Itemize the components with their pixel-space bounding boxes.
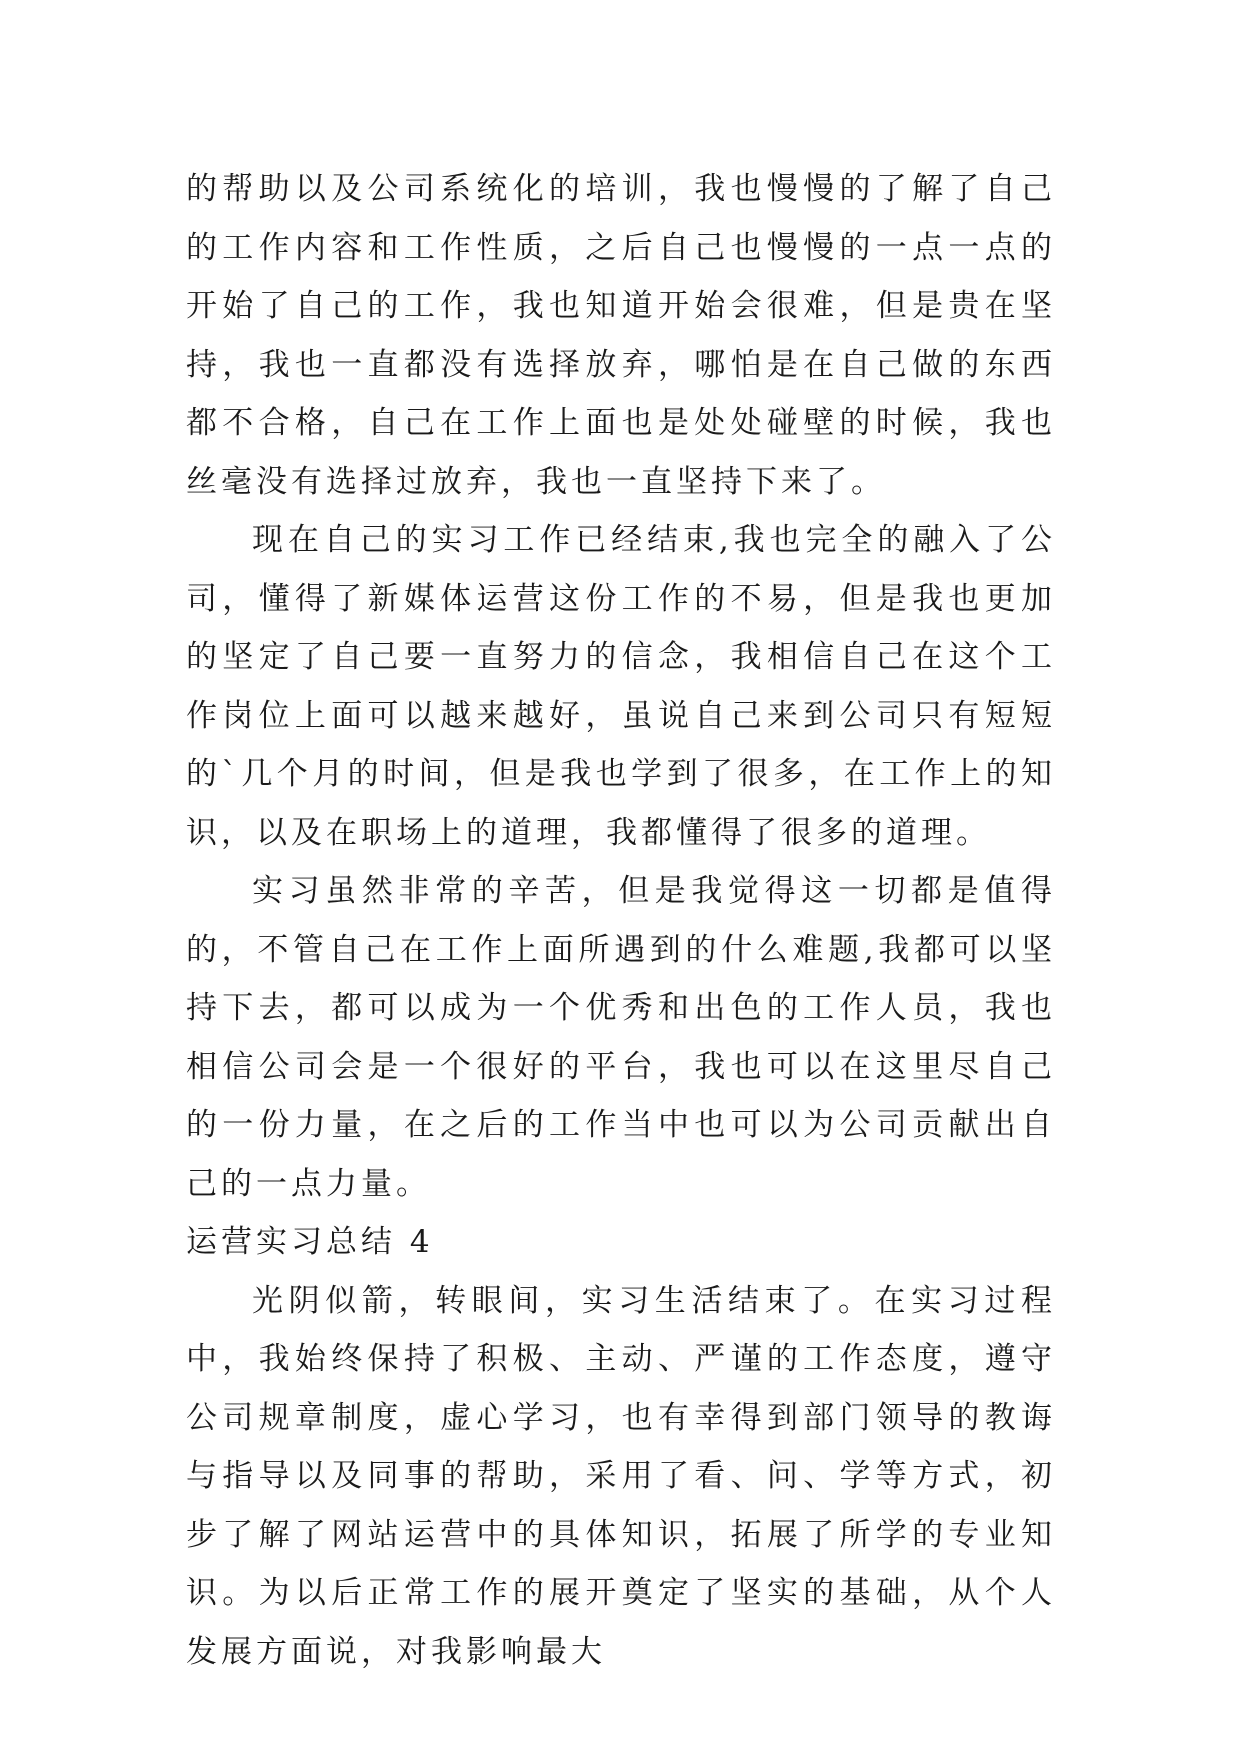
paragraph-2: 现在自己的实习工作已经结束,我也完全的融入了公司，懂得了新媒体运营这份工作的不易，但是我也更加的坚定了自己要一直努力的信念，我相信自己在这个工作岗位上面可以越来越好，虽说自己来到公司只有短短的`几个月的时间，但是我也学到了很多，在工作上的知识，以及在职场上的道理，我都懂得了很多的道理。 bbox=[186, 522, 1056, 851]
paragraph-3: 实习虽然非常的辛苦，但是我觉得这一切都是值得的，不管自己在工作上面所遇到的什么难题,我都可以坚持下去，都可以成为一个优秀和出色的工作人员，我也相信公司会是一个很好的平台，我也可以在这里尽自己的一份力量，在之后的工作当中也可以为公司贡献出自己的一点力量。 bbox=[186, 873, 1056, 1202]
paragraph-1: 的帮助以及公司系统化的培训，我也慢慢的了解了自己的工作内容和工作性质，之后自己也慢慢的一点一点的开始了自己的工作，我也知道开始会很难，但是贵在坚持，我也一直都没有选择放弃，哪怕是在自己做的东西都不合格，自己在工作上面也是处处碰壁的时候，我也丝毫没有选择过放弃，我也一直坚持下来了。 bbox=[186, 171, 1056, 500]
document-body bbox=[186, 160, 1056, 1681]
paragraph-4: 光阴似箭，转眼间，实习生活结束了。在实习过程中，我始终保持了积极、主动、严谨的工作态度，遵守公司规章制度，虚心学习，也有幸得到部门领导的教诲与指导以及同事的帮助，采用了看、问、学等方式，初步了解了网站运营中的具体知识，拓展了所学的专业知识。为以后正常工作的展开奠定了坚实的基础，从个人发展方面说，对我影响最大 bbox=[186, 1282, 1056, 1670]
section-heading: 运营实习总结 4 bbox=[186, 1224, 434, 1260]
